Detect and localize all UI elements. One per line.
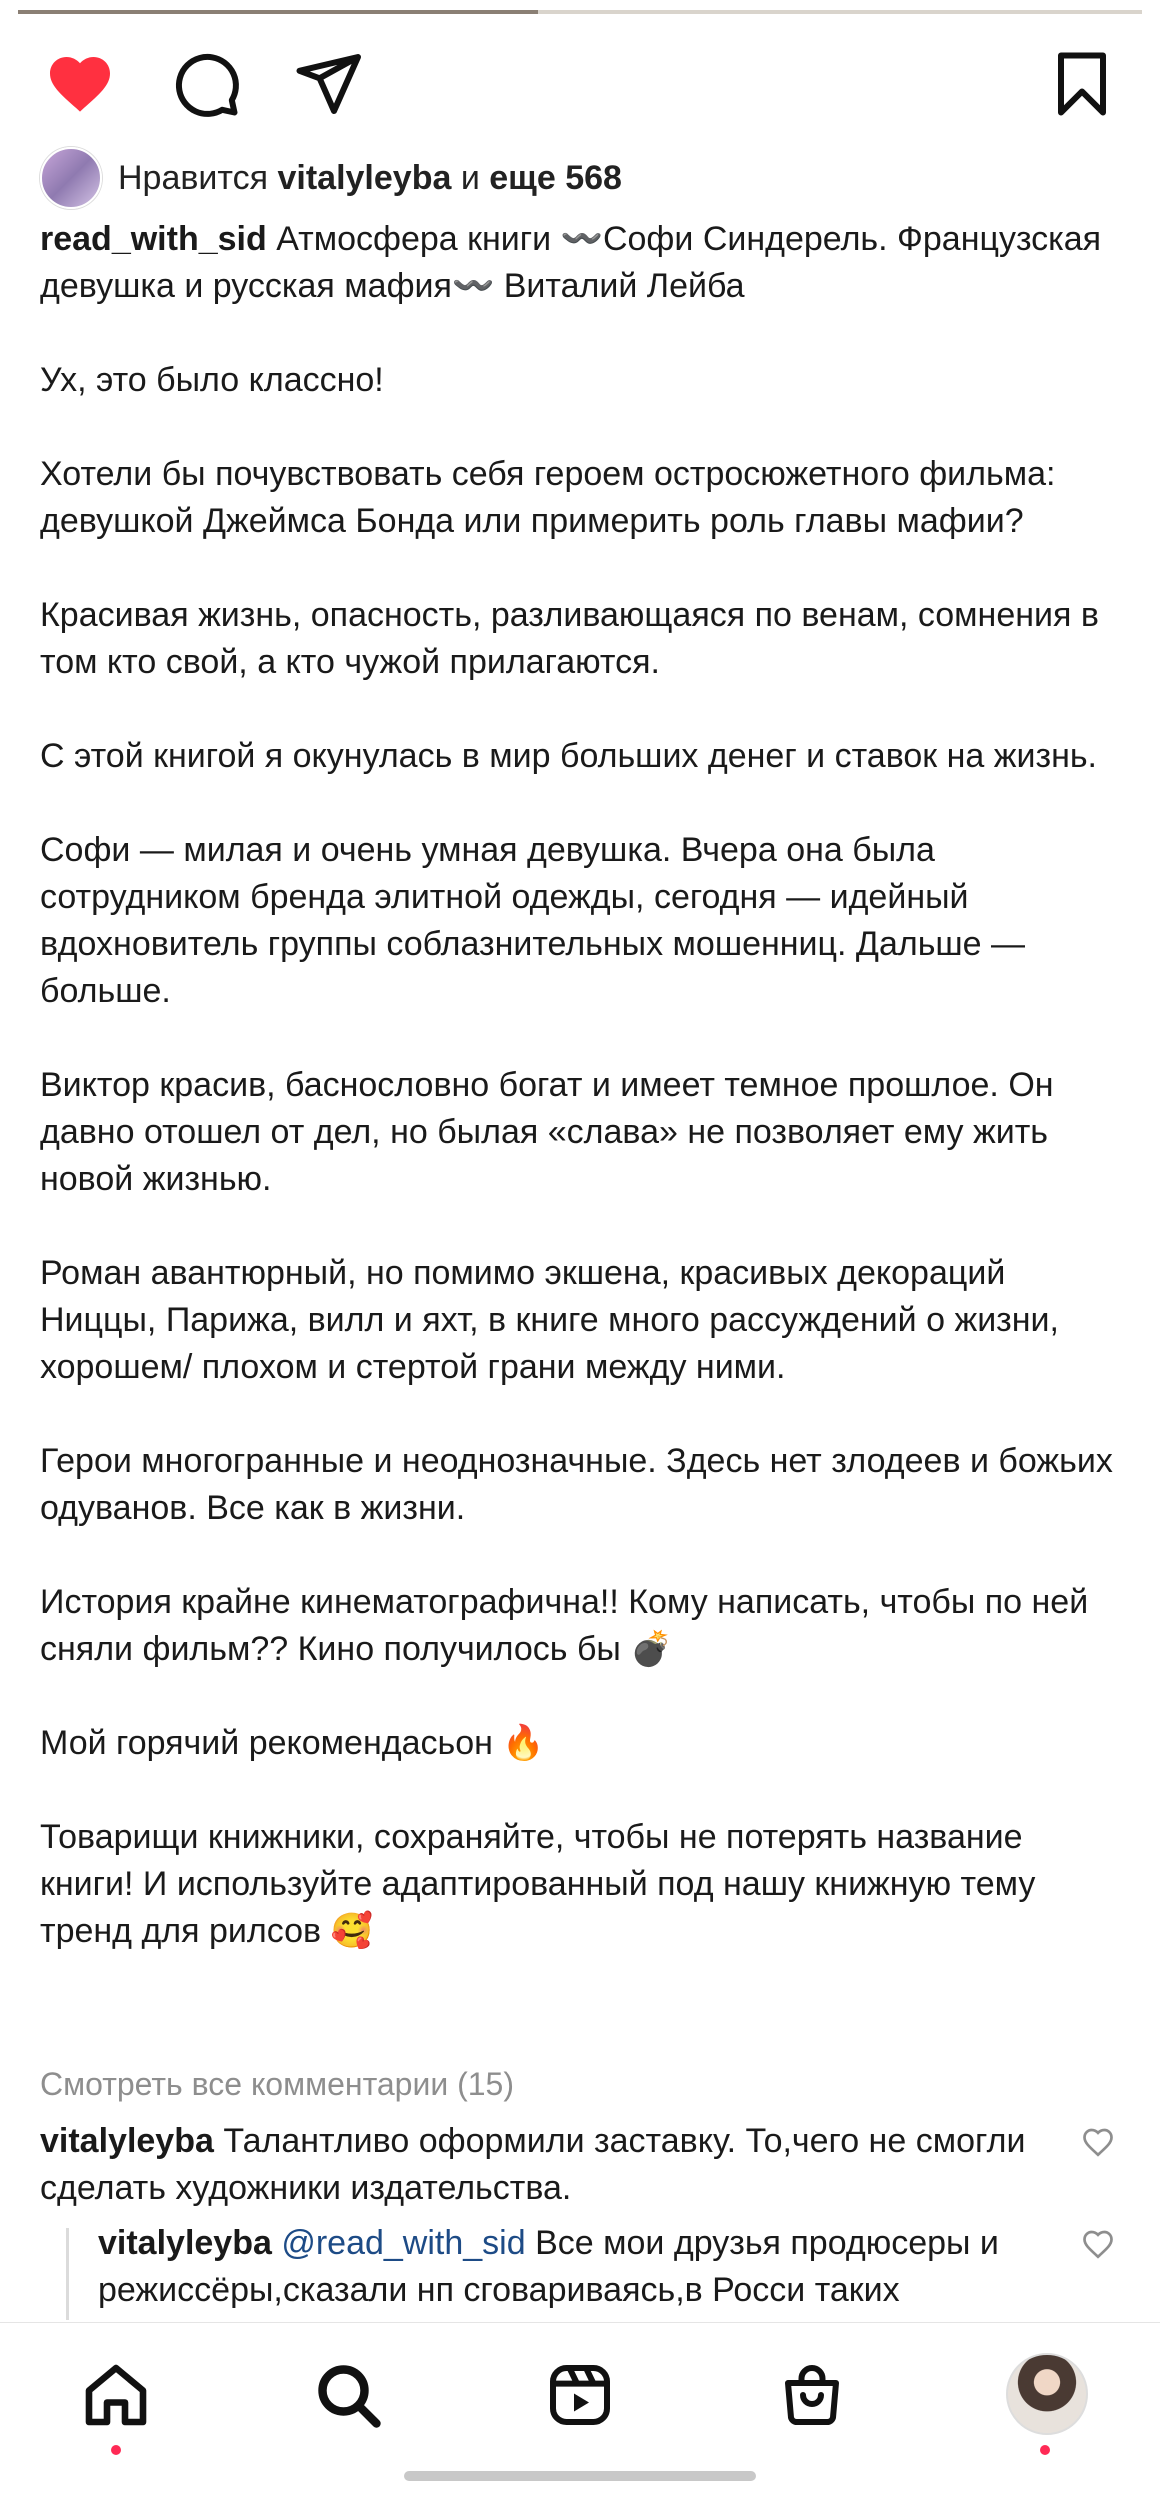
liker-username[interactable]: vitalyleyba <box>277 158 452 197</box>
caption-text: Атмосфера книги 〰️Софи Синдерель. Французская девушка и русская мафия〰️ Виталий Лейба Ух, это было классно! Хотели бы почувствовать себя героем остросюжетного фильма: девушкой Джеймса Бонда или примерить роль главы мафии? Красивая жизнь, опасность, разливающаяся по венам, сомнения в том кто свой, а кто чужой прилагаются. С этой книгой я окунулась в мир больших денег и ставок на жизнь. Софи — милая и очень умная девушка. Вчера она была сотрудником бренда элитной одежды, сегодня — идейный вдохновитель группы соблазнительных мошенниц. Дальше — больше. Виктор красив, баснословно богат и имеет темное прошлое. Он давно отошел от дел, но былая «слава» не позволяет ему жить новой жизнью. Роман авантюрный, но помимо экшена, красивых декораций Ниццы, Парижа, вилл и яхт, в книге много рассуждений о жизни, хорошем/ плохом и стертой грани между ними. Герои многогранные и неоднозначные. Здесь нет злодеев и божьих одуванов. Все как в жизни. История крайне кинематографична!! Кому написать, чтобы по ней сняли фильм?? Кино получилось бы 💣 Мой горячий рекомендасьон 🔥 Товарищи книжники, сохраняйте, чтобы не потерять название книги! И используйте адаптированный под нашу книжную тему тренд для рилсов 🥰 <box>40 220 1113 1950</box>
post-action-bar <box>0 40 1160 120</box>
home-icon[interactable] <box>80 2359 152 2431</box>
media-bottom-edge <box>0 0 1160 14</box>
heart-filled-icon[interactable] <box>44 48 116 120</box>
likes-middle: и <box>451 158 490 197</box>
comment-like-heart-icon[interactable] <box>1080 2124 1116 2160</box>
bottom-navigation-bar <box>0 2322 1160 2499</box>
search-icon[interactable] <box>312 2359 384 2431</box>
post-caption <box>40 216 1120 1955</box>
shop-bag-icon[interactable] <box>776 2359 848 2431</box>
home-notification-dot <box>111 2445 121 2455</box>
bookmark-icon[interactable] <box>1046 48 1118 120</box>
reels-icon[interactable] <box>544 2359 616 2431</box>
paper-plane-icon[interactable] <box>292 48 364 120</box>
comment-text: Талантливо оформили заставку. То,чего не смогли сделать художники издательства. <box>40 2122 1026 2207</box>
liker-avatar <box>40 147 102 209</box>
media-edge-line-dark <box>18 10 538 14</box>
reply-mention[interactable]: @read_with_sid <box>271 2224 526 2262</box>
home-indicator-bar[interactable] <box>404 2471 756 2481</box>
reply-text: Все мои друзья продюсеры и режиссёры,сказали нп сговариваясь,в Росси таких <box>98 2224 999 2309</box>
comment-item <box>40 2118 1050 2212</box>
caption-username[interactable]: read_with_sid <box>40 220 267 258</box>
likes-count[interactable]: еще 568 <box>489 158 622 197</box>
comment-username[interactable]: vitalyleyba <box>40 2122 214 2160</box>
likes-text <box>118 159 622 198</box>
comment-bubble-icon[interactable] <box>170 48 242 120</box>
profile-avatar[interactable] <box>1006 2353 1088 2435</box>
view-all-comments-link[interactable]: Смотреть все комментарии (15) <box>40 2066 514 2102</box>
reply-comment-item <box>98 2220 1048 2314</box>
likes-prefix: Нравится <box>118 158 278 197</box>
reply-thread-line <box>66 2228 69 2320</box>
reply-username[interactable]: vitalyleyba <box>98 2224 272 2262</box>
likes-summary[interactable] <box>40 148 622 208</box>
profile-notification-dot <box>1040 2445 1050 2455</box>
reply-like-heart-icon[interactable] <box>1080 2226 1116 2262</box>
